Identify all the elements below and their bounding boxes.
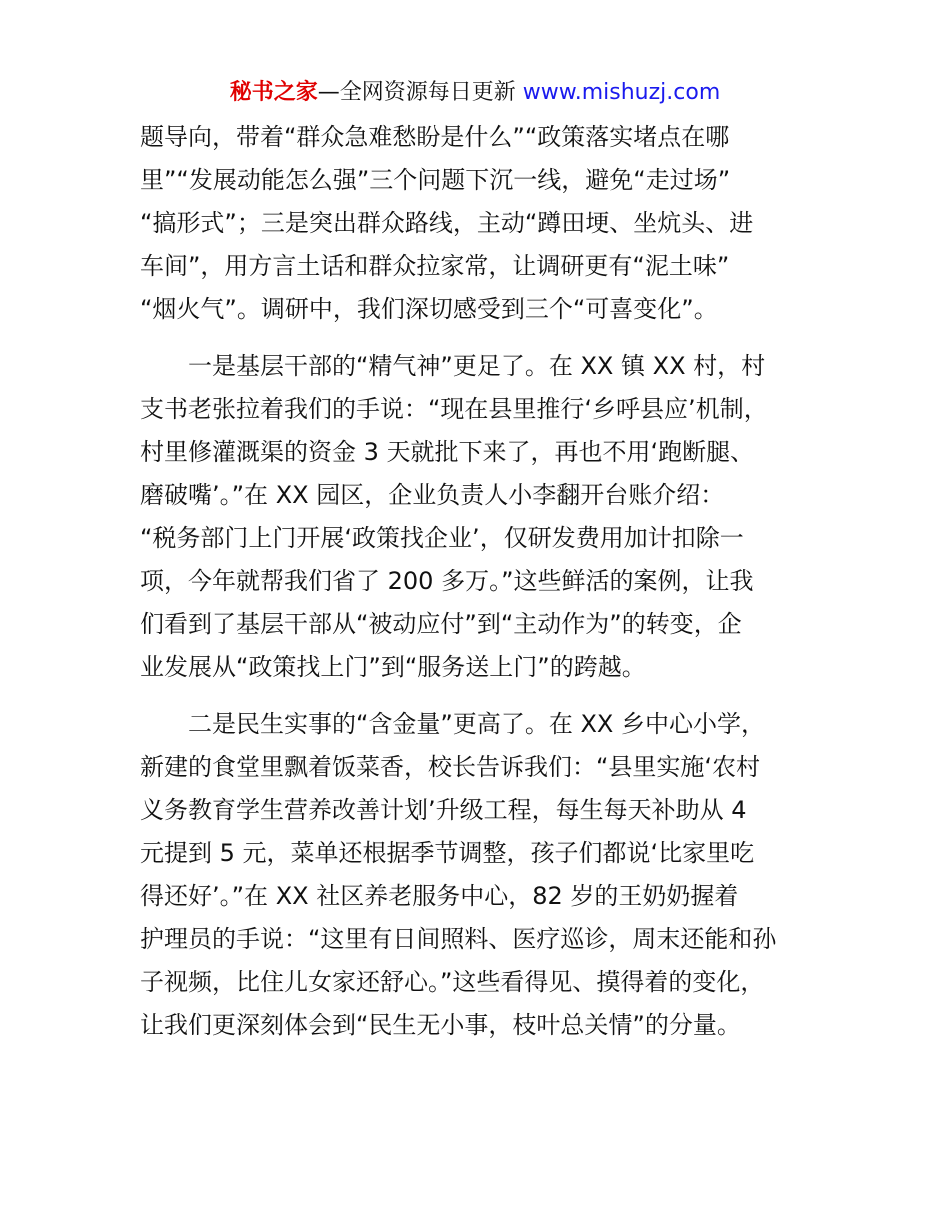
text-line: “税务部门上门开展‘政策找企业’，仅研发费用加计扣除一 (140, 524, 744, 552)
text-line: 里”“发展动能怎么强”三个问题下沉一线，避免“走过场” (140, 166, 731, 194)
document-body (140, 116, 820, 1047)
text-line: 项，今年就帮我们省了 200 多万。”这些鲜活的案例，让我 (140, 567, 754, 595)
page-header (0, 78, 950, 108)
text-line: 们看到了基层干部从“被动应付”到“主动作为”的转变，企 (140, 610, 742, 638)
text-line: 车间”，用方言土话和群众拉家常，让调研更有“泥土味” (140, 252, 730, 280)
header-brand: 秘书之家 (229, 80, 318, 105)
text-line: 支书老张拉着我们的手说：“现在县里推行‘乡呼县应’机制， (140, 395, 768, 423)
text-line: 护理员的手说：“这里有日间照料、医疗巡诊，周末还能和孙 (140, 925, 777, 953)
paragraph-1 (140, 116, 820, 331)
text-line: 子视频，比住儿女家还舒心。”这些看得见、摸得着的变化， (140, 968, 765, 996)
text-line: 让我们更深刻体会到“民生无小事，枝叶总关情”的分量。 (140, 1011, 741, 1039)
header-site-link[interactable]: www.mishuzj.com (522, 80, 721, 105)
paragraph-3 (140, 703, 820, 1047)
text-line: 元提到 5 元，菜单还根据季节调整，孩子们都说‘比家里吃 (140, 839, 755, 867)
paragraph-gap (140, 331, 820, 345)
text-line: “烟火气”。调研中，我们深切感受到三个“可喜变化”。 (140, 295, 718, 323)
text-line: 业发展从“政策找上门”到“服务送上门”的跨越。 (140, 653, 646, 681)
text-line: 磨破嘴’。”在 XX 园区，企业负责人小李翻开台账介绍： (140, 481, 725, 509)
text-line: 二是民生实事的“含金量”更高了。在 XX 乡中心小学， (140, 710, 766, 738)
text-line: 义务教育学生营养改善计划’升级工程，每生每天补助从 4 (140, 796, 747, 824)
text-line: 新建的食堂里飘着饭菜香，校长告诉我们：“县里实施‘农村 (140, 753, 761, 781)
text-line: “搞形式”；三是突出群众路线，主动“蹲田埂、坐炕头、进 (140, 209, 754, 237)
paragraph-2 (140, 345, 820, 689)
text-line: 村里修灌溉渠的资金 3 天就批下来了，再也不用‘跑断腿、 (140, 438, 755, 466)
text-line: 题导向，带着“群众急难愁盼是什么”“政策落实堵点在哪 (140, 123, 730, 151)
text-line: 一是基层干部的“精气神”更足了。在 XX 镇 XX 村，村 (140, 352, 766, 380)
header-tagline: —全网资源每日更新 (317, 80, 516, 105)
text-line: 得还好’。”在 XX 社区养老服务中心，82 岁的王奶奶握着 (140, 882, 739, 910)
paragraph-gap (140, 689, 820, 703)
